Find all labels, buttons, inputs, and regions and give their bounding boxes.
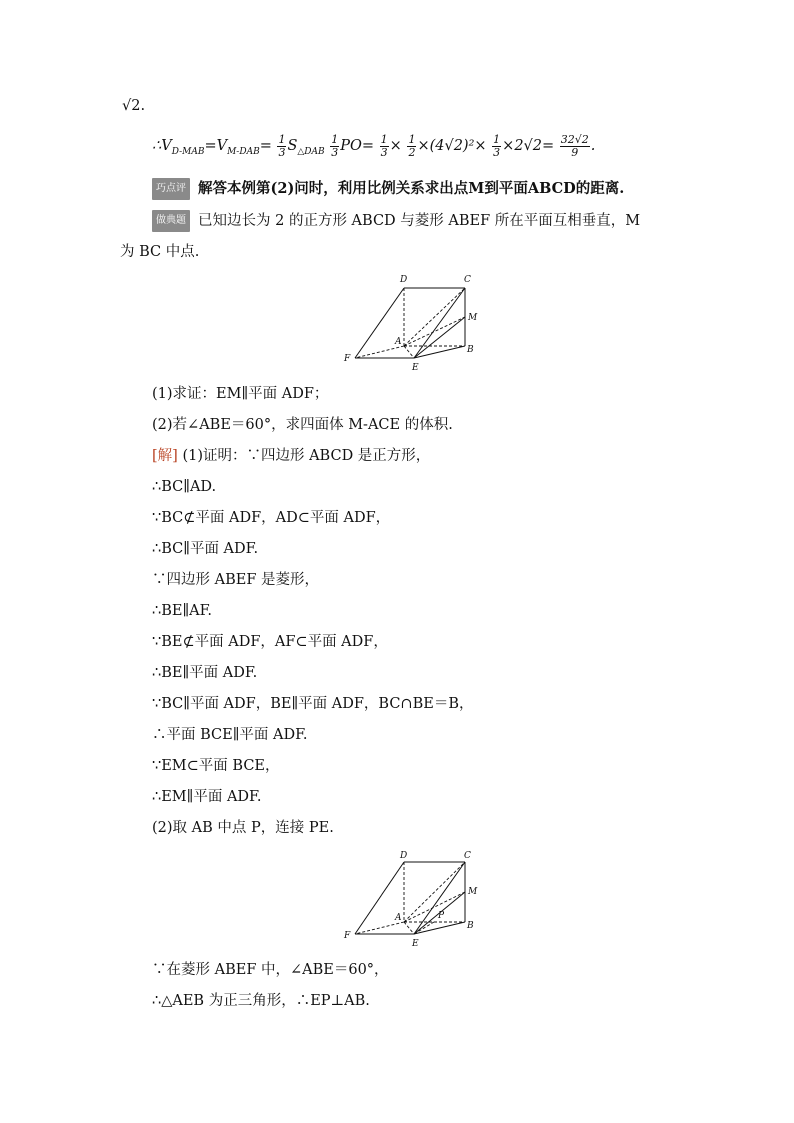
label-A: A [395,337,402,347]
edge-AE [404,922,414,934]
solution-line: ∴BC∥AD. [152,479,217,495]
practice-tag: 做典题 [152,210,190,232]
solution-line: ∴EM∥平面 ADF. [152,789,262,805]
solution-first-line [152,446,430,466]
frac-4: $\frac{1}{2}$ [408,132,416,159]
eq-end: . [590,138,596,154]
edge-PE [414,922,434,934]
edge-AC [404,288,465,346]
label-C: C [464,851,471,861]
solution-line: ∴BE∥AF. [152,603,213,619]
label-F: F [344,931,351,941]
top-fragment: √2. [122,98,146,114]
frac-5: $\frac{1}{3}$ [493,132,501,159]
solution-line: ∵EM⊂平面 BCE， [152,758,280,774]
eq-s: S [287,138,298,154]
geometry-figure-1 [340,270,490,375]
label-B: B [467,921,474,931]
solution-line: ∴BE∥平面 ADF. [152,665,258,681]
solution-first: (1)证明：∵四边形 ABCD 是正方形， [182,448,431,464]
solution-line: ∵四边形 ABEF 是菱形， [152,572,319,588]
solution-label: [解] [152,448,178,464]
geometry-figure-2 [340,848,490,953]
eq-mid: ×(4√2)²× [417,138,487,154]
solution-line: ∵BC∥平面 ADF，BE∥平面 ADF，BC∩BE＝B， [152,696,474,712]
label-D: D [400,851,408,861]
label-E: E [412,939,419,949]
solution-line: ∴平面 BCE∥平面 ADF. [152,727,308,743]
label-D: D [400,275,408,285]
volume-equation [152,128,595,170]
eq-sub1: D-MAB [171,146,205,157]
edge-AC [404,862,465,922]
eq-s-sub: △DAB [297,146,325,157]
eq-eq1: =V [204,138,228,154]
label-C: C [464,275,471,285]
solution-line: ∴BC∥平面 ADF. [152,541,259,557]
after-line: ∵在菱形 ABEF 中，∠ABE＝60°， [152,962,389,978]
question-2: (2)若∠ABE＝60°，求四面体 M-ACE 的体积. [152,417,453,433]
comment-text: 解答本例第(2)问时，利用比例关系求出点M到平面ABCD的距离. [198,180,625,197]
frac-6: $\frac{32√2}{9}$ [560,132,589,159]
label-P: P [438,911,445,921]
practice-text-1: 已知边长为 2 的正方形 ABCD 与菱形 ABEF 所在平面互相垂直，M [198,213,641,229]
practice-line-1 [152,210,640,232]
frac-1: $\frac{1}{3}$ [278,132,286,159]
eq-prefix: ∴V [152,138,172,154]
label-B: B [467,345,474,355]
eq-tail: ×2√2= [502,138,555,154]
solution-line: ∵BC⊄平面 ADF，AD⊂平面 ADF， [152,510,391,526]
eq-eq2: = [259,138,272,154]
label-M: M [468,313,478,323]
question-1: (1)求证：EM∥平面 ADF； [152,386,329,402]
label-A: A [395,913,402,923]
frac-3: $\frac{1}{3}$ [380,132,388,159]
edge-AE [404,346,414,358]
comment-tag: 巧点评 [152,178,190,200]
frac-2: $\frac{1}{3}$ [331,132,339,159]
solution-line: ∵BE⊄平面 ADF，AF⊂平面 ADF， [152,634,388,650]
solution-line: (2)取 AB 中点 P，连接 PE. [152,820,334,836]
label-F: F [344,354,351,364]
practice-line-2: 为 BC 中点. [120,244,200,260]
label-M: M [468,887,478,897]
label-E: E [412,363,419,373]
edge-DF [355,862,404,934]
eq-times: × [389,138,402,154]
after-line: ∴△AEB 为正三角形，∴EP⊥AB. [152,993,370,1009]
eq-sub2: M-DAB [227,146,260,157]
eq-po: PO= [340,138,375,154]
comment-line [152,178,624,200]
